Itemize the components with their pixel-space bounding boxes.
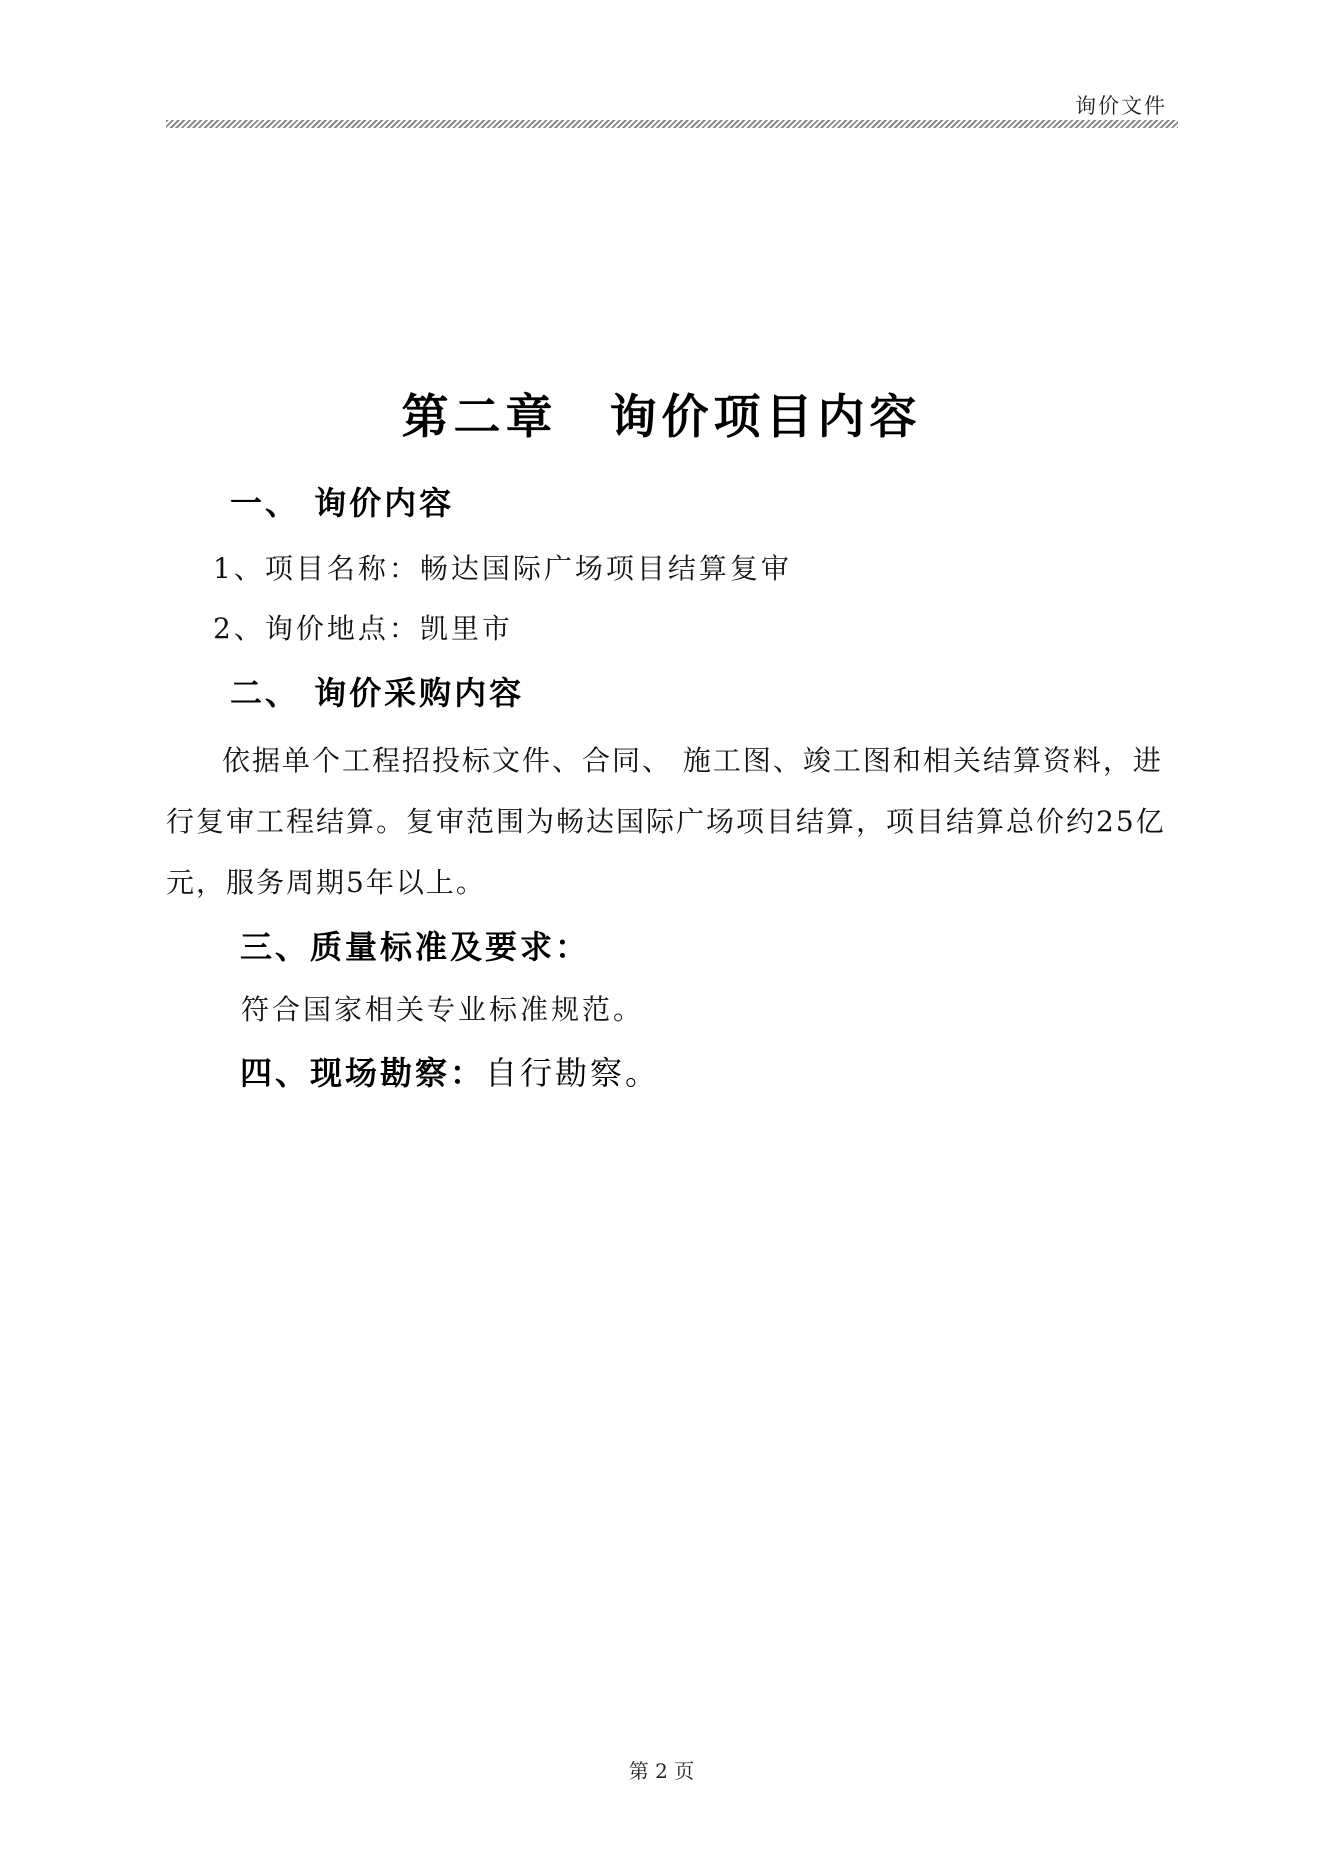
- project-name-line: 1、项目名称：畅达国际广场项目结算复审: [213, 552, 792, 585]
- header-label: 询价文件: [1075, 94, 1167, 118]
- section-heading-quality-standards: 三、质量标准及要求：: [240, 928, 591, 966]
- procurement-description: 依据单个工程招投标文件、合同、 施工图、竣工图和相关结算资料，进行复审工程结算。复审范围为畅达国际广场项目结算，项目结算总价约25亿元，服务周期5年以上。: [166, 744, 1166, 899]
- site-survey-line: [240, 1048, 660, 1094]
- page-number: 第 2 页: [628, 1759, 695, 1783]
- inquiry-location-line: 2、询价地点：凯里市: [213, 612, 513, 645]
- header-divider: [166, 120, 1178, 128]
- site-survey-text: 自行勘察。: [485, 1054, 661, 1092]
- section-heading-site-survey: 四、现场勘察：: [240, 1054, 486, 1092]
- chapter-title: 第二章 询价项目内容: [401, 390, 922, 445]
- section-heading-procurement-content: 二、 询价采购内容: [230, 674, 525, 712]
- quality-standards-text: 符合国家相关专业标准规范。: [241, 993, 645, 1026]
- section-heading-inquiry-content: 一、 询价内容: [230, 484, 455, 522]
